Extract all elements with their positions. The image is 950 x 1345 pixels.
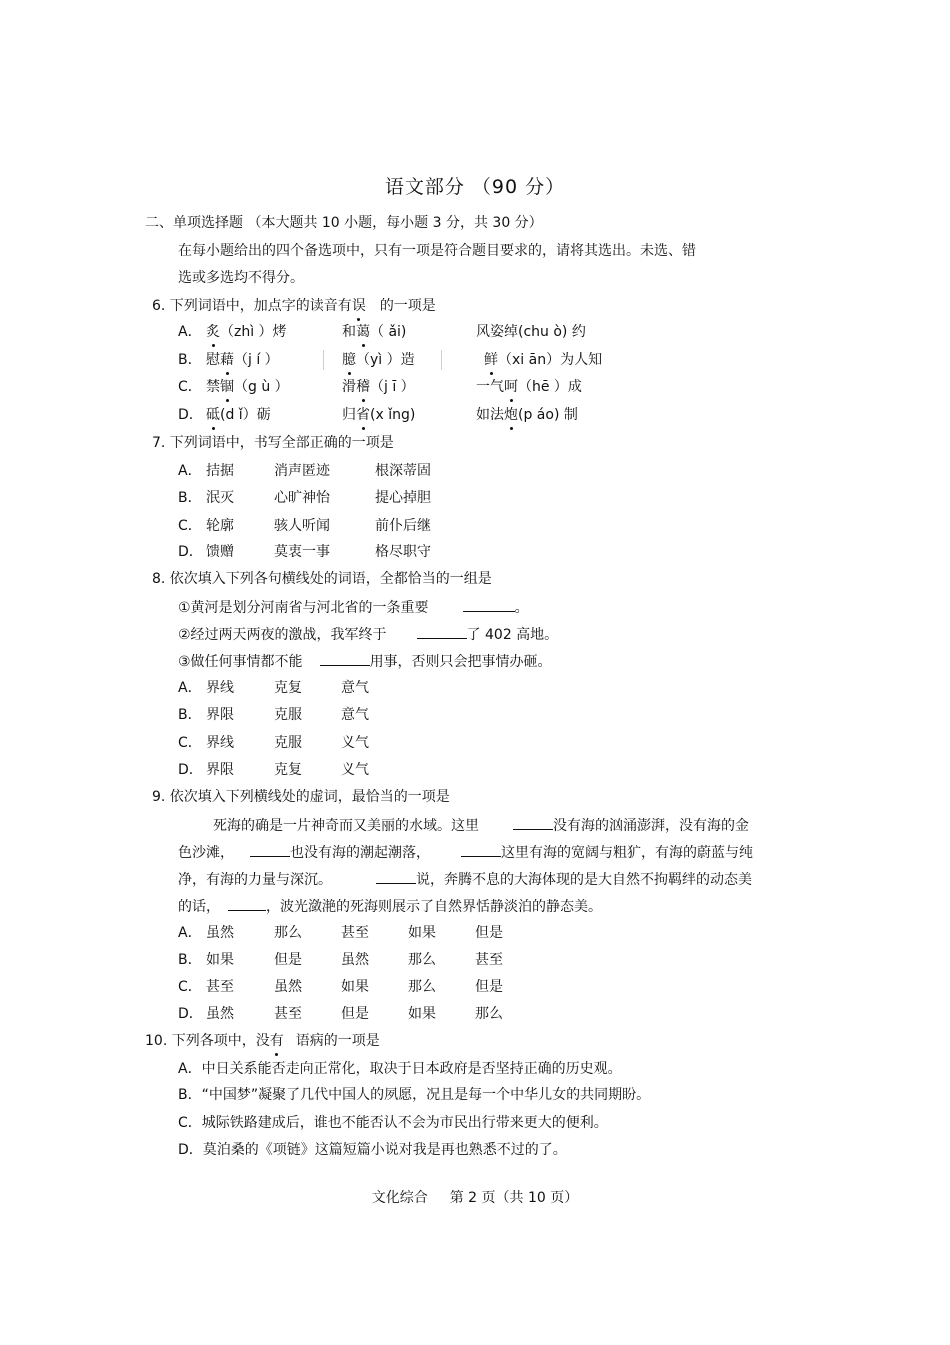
section-intro-line1: 在每小题给出的四个备选项中，只有一项是符合题目要求的，请将其选出。未选、错 — [178, 243, 696, 259]
q7-option-c[interactable]: C． 轮廓 骇人听闻 前仆后继 — [178, 518, 431, 534]
q7-option-d[interactable]: D． 馈赠 莫衷一事 格尽职守 — [178, 544, 431, 560]
q8-sentence-3: ③做任何事情都不能 用事，否则只会把事情办砸。 — [178, 651, 552, 672]
dotted-char: 炙 — [206, 324, 220, 340]
q8-option-d[interactable]: D． 界限 克复 义气 — [178, 762, 369, 778]
dotted-char: 呵 — [504, 379, 518, 395]
dotted-char: 省 — [356, 407, 370, 423]
blank-line[interactable] — [513, 815, 553, 830]
q6-stem-tail: 的一项是 — [379, 298, 436, 314]
q8-option-c[interactable]: C． 界线 克服 义气 — [178, 735, 369, 751]
blank-line[interactable] — [228, 896, 266, 911]
page-title: 语文部分 （90 分） — [384, 176, 566, 198]
q9-passage-line3: 净，有海的力量与深沉。 说，奔腾不息的大海体现的是大自然不拘羁绊的动态美 — [178, 869, 752, 890]
page-footer — [0, 1187, 950, 1207]
dotted-char: 砥 — [206, 407, 220, 423]
q6-option-a[interactable]: A． 炙（zhì ）烤 和蔼（ ǎi) 风姿绰(chu ò) 约 — [178, 324, 586, 340]
q6-stem — [152, 296, 436, 316]
q10-option-a[interactable]: A．中日关系能否走向正常化，取决于日本政府是否坚持正确的历史观。 — [178, 1061, 622, 1077]
section-intro-line2: 选或多选均不得分。 — [178, 270, 304, 286]
q7-option-b[interactable]: B． 泯灭 心旷神怡 提心掉胆 — [178, 490, 431, 506]
blank-line[interactable] — [417, 624, 467, 639]
q10-stem-dotted: 有 — [269, 1033, 284, 1049]
blank-line[interactable] — [320, 651, 370, 666]
q7-stem: 7. 下列词语中，书写全部正确的一项是 — [152, 435, 394, 451]
dotted-char: 藉 — [220, 352, 234, 368]
blank-line[interactable] — [250, 842, 290, 857]
q8-option-b[interactable]: B． 界限 克服 意气 — [178, 707, 369, 723]
q9-option-c[interactable]: C． 甚至 虽然 如果 那么 但是 — [178, 979, 503, 995]
q10-option-c[interactable]: C．城际铁路建成后，谁也不能否认不会为市民出行带来更大的便利。 — [178, 1115, 608, 1131]
q6-option-c[interactable]: C． 禁锢（g ù ） 滑稽（j ī ） 一气呵（hē ）成 — [178, 379, 582, 395]
divider — [441, 350, 442, 370]
option-label: A． — [178, 324, 202, 340]
q9-passage-line4: 的话， ，波光潋滟的死海则展示了自然界恬静淡泊的静态美。 — [178, 896, 602, 917]
dotted-char: 锢 — [220, 379, 234, 395]
dotted-char: 鲜 — [484, 352, 498, 368]
q10-stem: 10. 下列各项中，没有 语病的一项是 — [145, 1033, 380, 1049]
q8-sentence-1: ①黄河是划分河南省与河北省的一条重要 。 — [178, 597, 529, 618]
dotted-char: 炮 — [504, 407, 518, 423]
blank-line[interactable] — [463, 597, 515, 612]
q8-option-a[interactable]: A． 界线 克复 意气 — [178, 680, 369, 696]
q8-stem: 8. 依次填入下列各句横线处的词语，全都恰当的一组是 — [152, 571, 492, 587]
footer-subject: 文化综合 — [371, 1190, 428, 1206]
q10-option-b[interactable]: B．“中国梦”凝聚了几代中国人的夙愿，况且是每一个中华儿女的共同期盼。 — [178, 1087, 651, 1103]
option-label: B． — [178, 352, 202, 368]
divider — [323, 350, 324, 370]
dotted-char: 臆 — [342, 352, 356, 368]
q9-option-a[interactable]: A． 虽然 那么 甚至 如果 但是 — [178, 925, 503, 941]
q6-option-d[interactable]: D． 砥(d ǐ）砺 归省(x ǐng) 如法炮(p áo) 制 — [178, 407, 578, 423]
section-heading: 二、单项选择题 （本大题共 10 小题，每小题 3 分，共 30 分） — [145, 215, 543, 231]
q9-option-d[interactable]: D． 虽然 甚至 但是 如果 那么 — [178, 1006, 503, 1022]
blank-line[interactable] — [376, 869, 416, 884]
dotted-char: 蔼 — [356, 324, 370, 340]
q10-option-d[interactable]: D．莫泊桑的《项链》这篇短篇小说对我是再也熟悉不过的了。 — [178, 1142, 567, 1158]
q9-stem: 9. 依次填入下列横线处的虚词，最恰当的一项是 — [152, 789, 450, 805]
q8-sentence-2: ②经过两天两夜的激战，我军终于 了 402 高地。 — [178, 624, 558, 645]
blank-line[interactable] — [461, 842, 501, 857]
q9-option-b[interactable]: B． 如果 但是 虽然 那么 甚至 — [178, 952, 503, 968]
option-label: D． — [178, 407, 203, 423]
q6-option-b[interactable]: B． 慰藉（j í ） 臆（yì ）造 鲜（xi ān）为人知 — [178, 352, 603, 368]
dotted-char: 稽 — [356, 379, 370, 395]
q9-passage-line2: 色沙滩， 也没有海的潮起潮落， 这里有海的宽阔与粗犷，有海的蔚蓝与纯 — [178, 842, 753, 863]
option-label: C． — [178, 379, 202, 395]
q9-passage-line1: 死海的确是一片神奇而又美丽的水域。这里 没有海的汹涌澎湃，没有海的金 — [213, 815, 749, 836]
q6-stem-text: 6. 下列词语中，加点字的读音有 — [152, 298, 352, 314]
q6-stem-dotted: 误 — [351, 298, 366, 314]
q7-option-a[interactable]: A． 拮据 消声匿迹 根深蒂固 — [178, 463, 431, 479]
footer-page-number: 第 2 页（共 10 页） — [449, 1190, 579, 1206]
